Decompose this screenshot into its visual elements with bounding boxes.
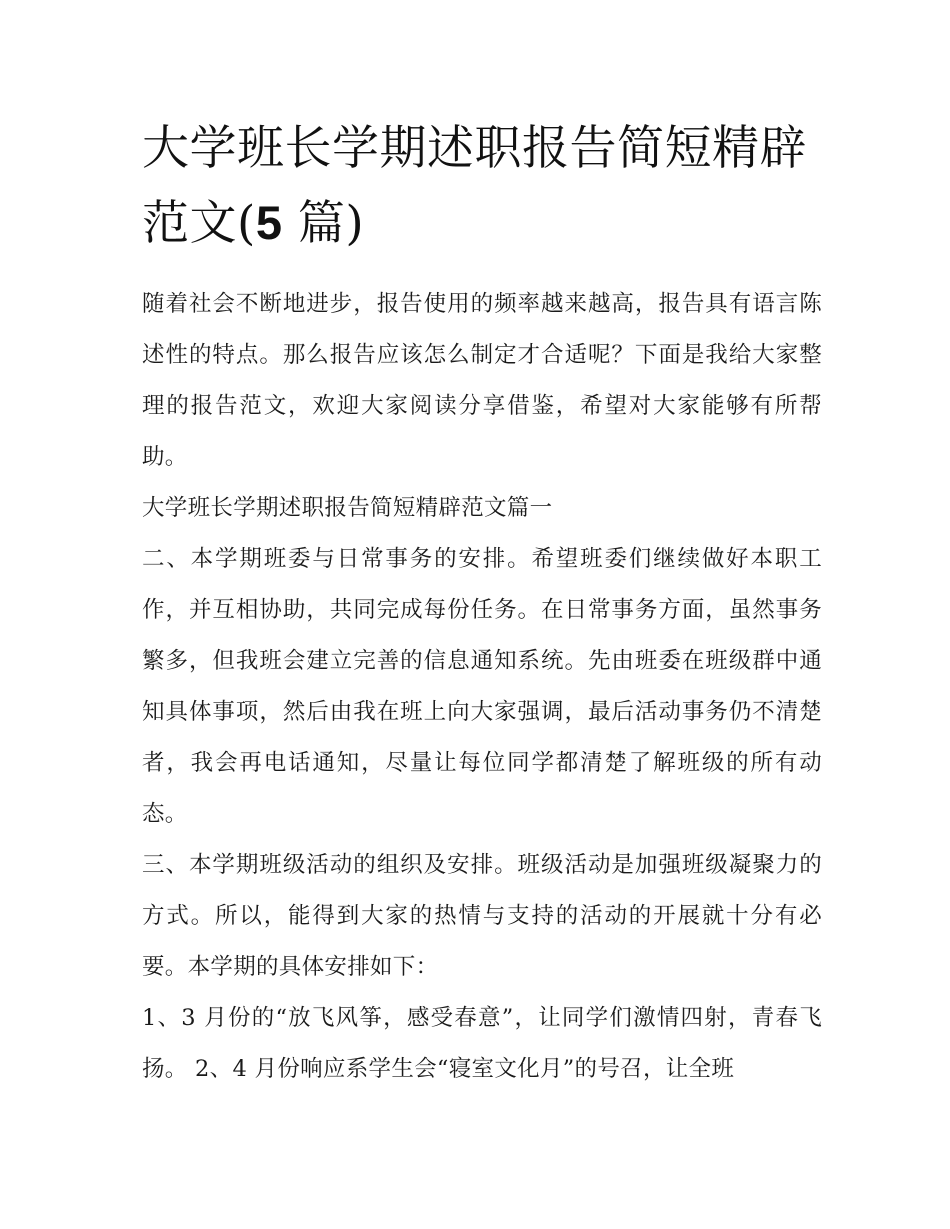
body-paragraph: 1、3 月份的“放飞风筝，感受春意”，让同学们激情四射，青春飞扬。 2、4 月份响应系学生会“寝室文化月”的号召，让全班	[142, 1005, 822, 1082]
intro-paragraph: 随着社会不断地进步，报告使用的频率越来越高，报告具有语言陈述性的特点。那么报告应该怎么制定才合适呢？下面是我给大家整理的报告范文，欢迎大家阅读分享借鉴，希望对大家能够有所帮助。	[142, 291, 822, 470]
body-paragraph: 三、本学期班级活动的组织及安排。班级活动是加强班级凝聚力的方式。所以，能得到大家的热情与支持的活动的开展就十分有必要。本学期的具体安排如下：	[142, 852, 822, 980]
title-tail: 篇)	[282, 196, 365, 251]
title-main: 大学班长学期述职报告简短精辟范文(	[142, 121, 807, 251]
document-body	[142, 279, 822, 1095]
document-page	[142, 112, 822, 1095]
section-heading: 大学班长学期述职报告简短精辟范文篇一	[142, 495, 553, 521]
document-title	[142, 112, 822, 261]
body-paragraph: 二、本学期班委与日常事务的安排。希望班委们继续做好本职工作，并互相协助，共同完成每份任务。在日常事务方面，虽然事务繁多，但我班会建立完善的信息通知系统。先由班委在班级群中通知具体事项，然后由我在班上向大家强调，最后活动事务仍不清楚者，我会再电话通知，尽量让每位同学都清楚了解班级的所有动态。	[142, 546, 822, 827]
title-number: 5	[255, 196, 283, 249]
